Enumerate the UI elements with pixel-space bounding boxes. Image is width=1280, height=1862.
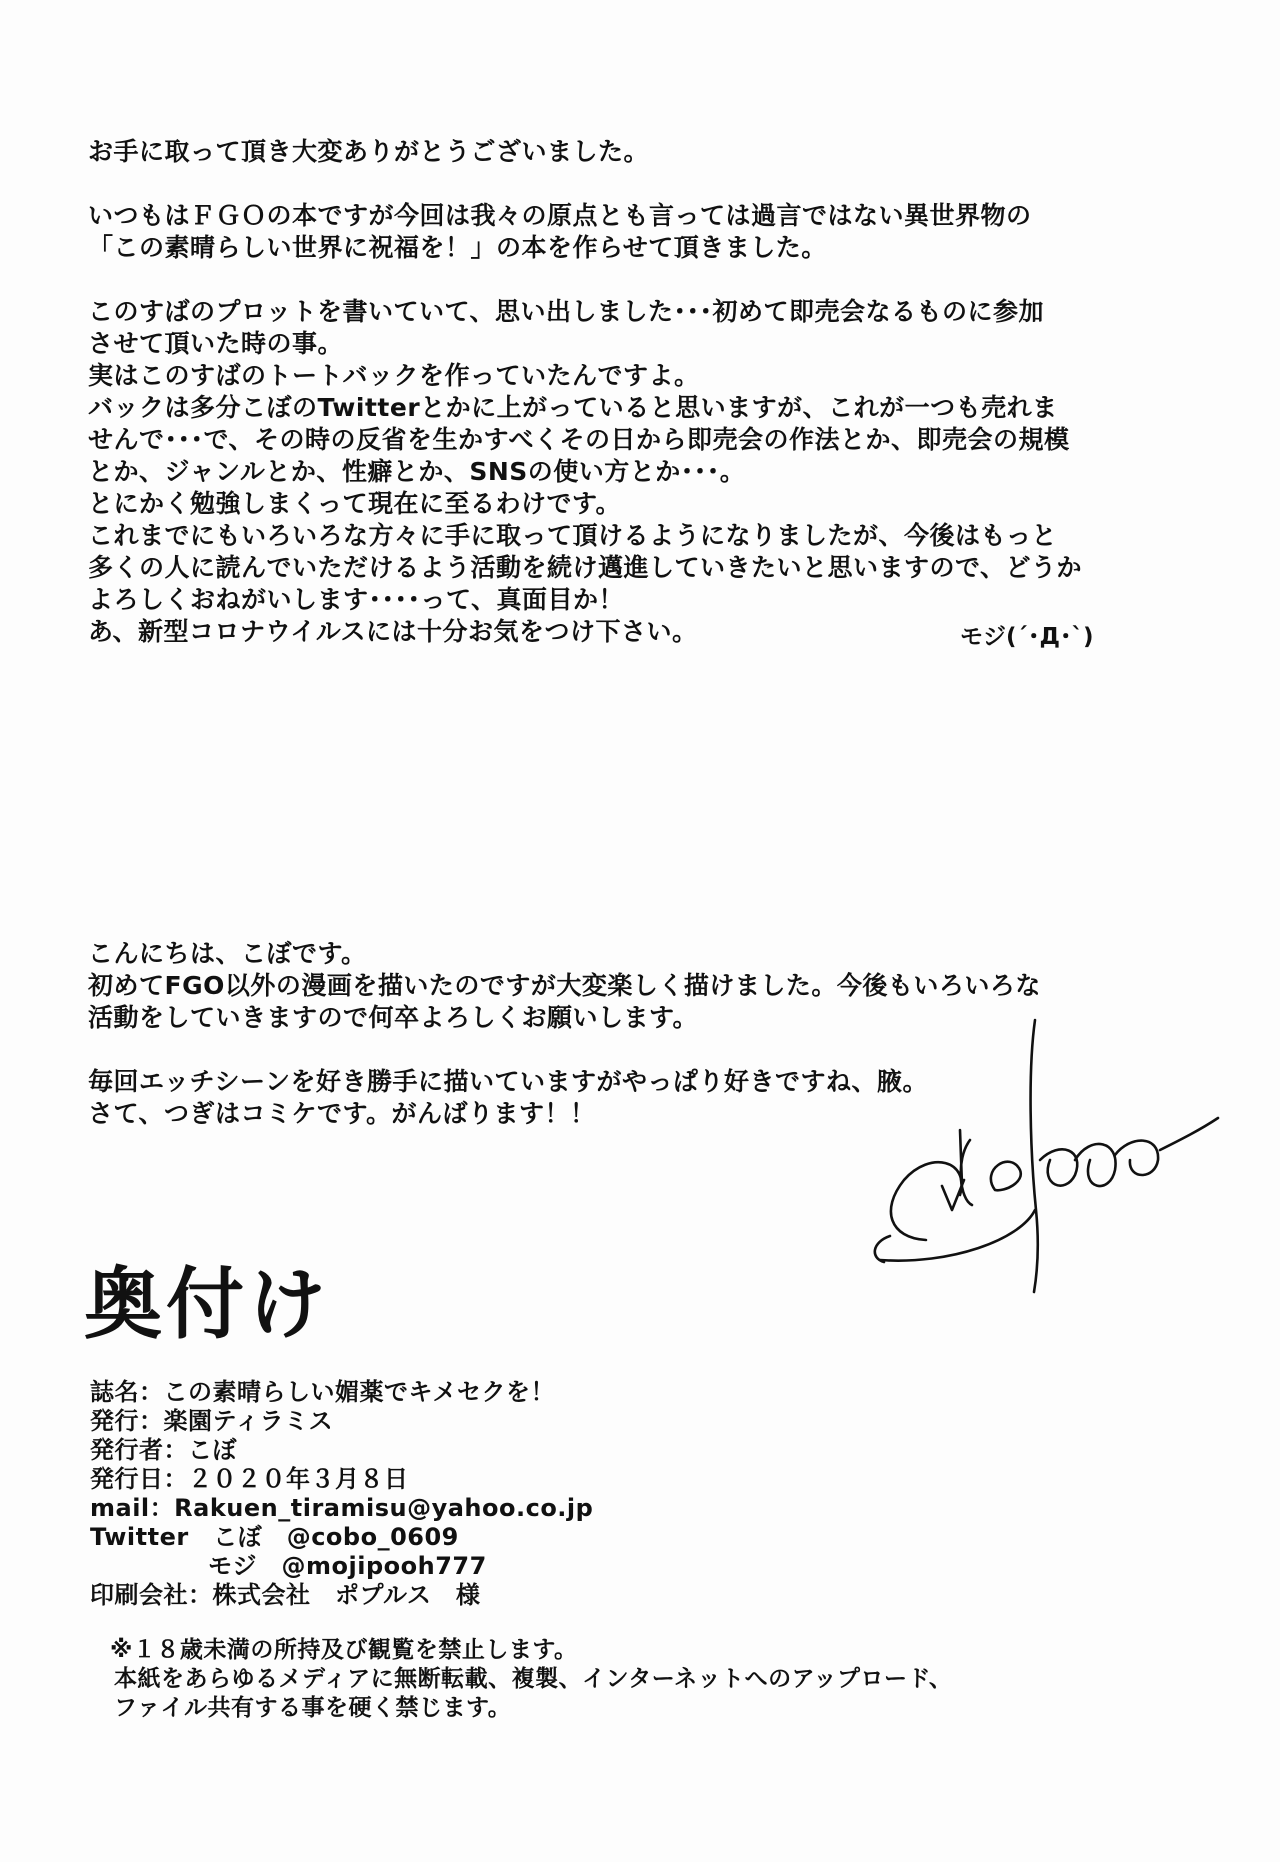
afterword-line: とか、ジャンルとか、性癖とか、SNSの使い方とか･･･。 bbox=[88, 457, 746, 486]
afterword-line: とにかく勉強しまくって現在に至るわけです。 bbox=[88, 489, 622, 518]
notice-line: ※１８歳未満の所持及び観覧を禁止します。 bbox=[110, 1637, 578, 1663]
afterword-line: 実はこのすばのトートバックを作っていたんですよ。 bbox=[88, 361, 700, 390]
afterword-line: 初めてFGO以外の漫画を描いたのですが大変楽しく描けました。今後もいろいろな bbox=[88, 971, 1041, 1000]
colophon-twitter-cobo: Twitter こぼ @cobo_0609 bbox=[90, 1523, 459, 1551]
afterword-line: 活動をしていきますので何卒よろしくお願いします。 bbox=[88, 1003, 699, 1032]
colophon bbox=[90, 1378, 593, 1610]
afterword-line: さて、つぎはコミケです。がんばります！！ bbox=[88, 1099, 596, 1128]
colophon-printer: 印刷会社：株式会社 ポプルス 様 bbox=[90, 1581, 481, 1609]
afterword-line: これまでにもいろいろな方々に手に取って頂けるようになりましたが、今後はもっと bbox=[88, 521, 1058, 550]
afterword-line: こんにちは、こぼです。 bbox=[88, 939, 367, 968]
notice-line: ファイル共有する事を硬く禁じます。 bbox=[114, 1695, 512, 1721]
afterword-spacer bbox=[88, 264, 1082, 296]
notice-line: 本紙をあらゆるメディアに無断転載、複製、インターネットへのアップロード、 bbox=[114, 1666, 953, 1692]
colophon-date: 発行日：２０２０年３月８日 bbox=[90, 1465, 409, 1493]
afterword-line: お手に取って頂き大変ありがとうございました。 bbox=[88, 137, 650, 166]
afterword-line: させて頂いた時の事。 bbox=[88, 329, 344, 358]
colophon-title: 誌名：この素晴らしい媚薬でキメセクを！ bbox=[90, 1378, 556, 1406]
afterword-spacer bbox=[88, 168, 1082, 200]
afterword-moji bbox=[88, 136, 1082, 648]
colophon-issuer: 発行者：こぼ bbox=[90, 1436, 237, 1464]
afterword-line: いつもはＦＧＯの本ですが今回は我々の原点とも言っては過言ではない異世界物の bbox=[88, 201, 1032, 230]
afterword-line: 「この素晴らしい世界に祝福を！」の本を作らせて頂きました。 bbox=[88, 233, 827, 262]
afterword-line: 多くの人に読んでいただけるよう活動を続け邁進していきたいと思いますので、どうか bbox=[88, 553, 1083, 582]
okuzuke-title: 奥付け bbox=[84, 1260, 331, 1350]
afterword-line: バックは多分こぼのTwitterとかに上がっていると思いますが、これが一つも売れま bbox=[88, 393, 1058, 422]
colophon-publisher: 発行：楽園ティラミス bbox=[90, 1407, 334, 1435]
colophon-mail: mail：Rakuen_tiramisu@yahoo.co.jp bbox=[90, 1494, 594, 1522]
afterword-line: よろしくおねがいします････って、真面目か！ bbox=[88, 585, 625, 614]
cobo-handwritten-signature bbox=[860, 1010, 1220, 1300]
afterword-line: せんで･･･で、その時の反省を生かすべくその日から即売会の作法とか、即売会の規模 bbox=[88, 425, 1070, 454]
afterword-line: このすばのプロットを書いていて、思い出しました･･･初めて即売会なるものに参加 bbox=[88, 297, 1045, 326]
afterword-line: 毎回エッチシーンを好き勝手に描いていますがやっぱり好きですね、腋。 bbox=[88, 1067, 929, 1096]
moji-signature: モジ(´･Д･`) bbox=[960, 624, 1094, 650]
afterword-line: あ、新型コロナウイルスには十分お気をつけ下さい。 bbox=[88, 617, 698, 646]
legal-notice bbox=[110, 1636, 952, 1723]
colophon-twitter-moji: モジ @mojipooh777 bbox=[208, 1552, 487, 1580]
